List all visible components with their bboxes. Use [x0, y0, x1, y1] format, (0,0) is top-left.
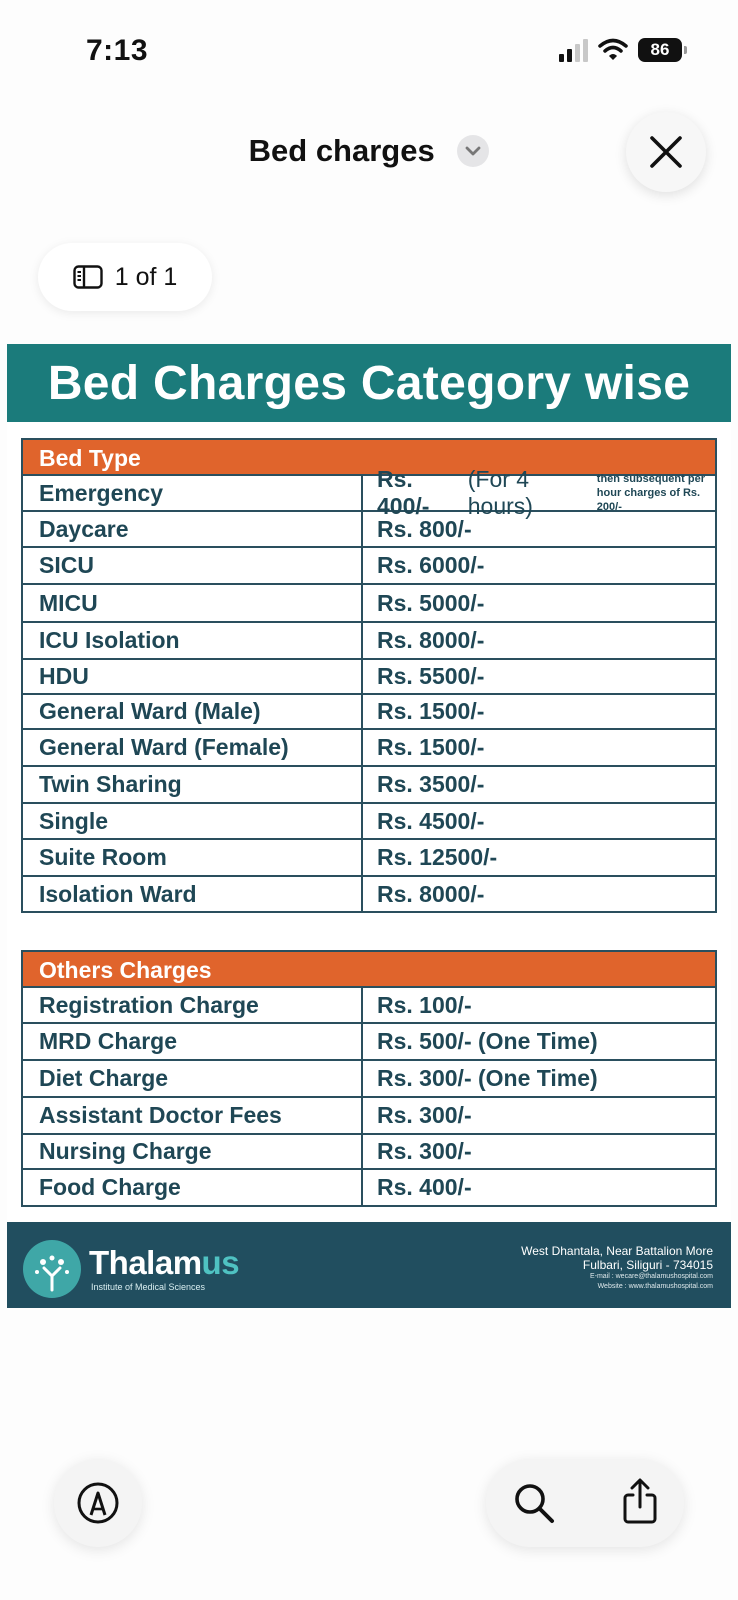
- markup-button[interactable]: [54, 1459, 142, 1547]
- bed-type: Twin Sharing: [23, 767, 363, 802]
- search-icon[interactable]: [512, 1481, 556, 1525]
- table-row: [23, 1135, 715, 1170]
- bed-charge: Rs. 12500/-: [377, 844, 498, 870]
- table-row: [23, 1024, 715, 1061]
- logo-icon: [23, 1240, 81, 1298]
- bed-type: ICU Isolation: [23, 623, 363, 658]
- table-header: Bed Type: [23, 440, 715, 476]
- bed-type: MICU: [23, 585, 363, 621]
- email-text: E-mail : wecare@thalamushospital.com: [589, 1273, 713, 1280]
- bed-charge: Rs. 5500/-: [377, 663, 485, 689]
- bed-charge-cell: [363, 466, 715, 519]
- document-title-text: Bed charges: [248, 132, 435, 168]
- charge-type: Diet Charge: [23, 1061, 363, 1096]
- close-button[interactable]: [626, 112, 706, 192]
- bed-charge: Rs. 8000/-: [377, 880, 485, 907]
- document-image: [7, 344, 731, 1310]
- charge-amount: Rs. 300/- (One Time): [377, 1065, 598, 1091]
- charge-amount: Rs. 100/-: [377, 991, 472, 1018]
- charge-amount: Rs. 500/- (One Time): [377, 1028, 598, 1054]
- charge-type: Registration Charge: [23, 988, 363, 1022]
- cellular-signal-icon: [559, 38, 588, 62]
- bed-type: Daycare: [23, 512, 363, 546]
- bed-type: Suite Room: [23, 840, 363, 875]
- table-row: [23, 1061, 715, 1098]
- brand-subtitle: Institute of Medical Sciences: [91, 1282, 206, 1292]
- sidebar-icon: [73, 265, 103, 289]
- bed-charge: Rs. 1500/-: [377, 698, 485, 724]
- close-icon: [648, 134, 684, 170]
- table-row: [23, 585, 715, 623]
- charge-type: Nursing Charge: [23, 1135, 363, 1168]
- bed-charge-small-note: then subsequent per hour charges of Rs. 200/-: [596, 473, 705, 513]
- wifi-icon: [598, 38, 628, 62]
- battery-icon: 86: [638, 38, 682, 62]
- bed-charge: Rs. 4500/-: [377, 807, 485, 834]
- status-time: 7:13: [86, 34, 149, 67]
- share-icon[interactable]: [620, 1477, 660, 1525]
- table-row: [23, 804, 715, 840]
- bed-charge: Rs. 5000/-: [377, 589, 485, 616]
- bed-charges-table: [21, 438, 717, 913]
- table-row: [23, 767, 715, 804]
- charge-amount: Rs. 300/-: [377, 1138, 472, 1164]
- bed-charge: Rs. 800/-: [377, 515, 472, 542]
- markup-icon: [76, 1481, 120, 1525]
- table-row: [23, 695, 715, 730]
- bed-type: General Ward (Female): [23, 730, 363, 765]
- table-row: [23, 623, 715, 660]
- bed-charge: Rs. 6000/-: [377, 552, 485, 578]
- brand-name-accent: us: [201, 1244, 240, 1281]
- charge-type: Food Charge: [23, 1170, 363, 1205]
- table-row: [23, 466, 715, 519]
- table-row: [23, 840, 715, 877]
- bed-type: Emergency: [23, 476, 363, 510]
- address-line1: West Dhantala, Near Battalion More: [521, 1244, 713, 1258]
- bed-type: Isolation Ward: [23, 877, 363, 911]
- table-row: [23, 877, 715, 911]
- brand-name-main: Thalam: [89, 1244, 202, 1281]
- table-row: [23, 512, 715, 548]
- toolbar-group: [486, 1459, 684, 1547]
- table-row: [23, 1098, 715, 1135]
- table-row: [23, 1170, 715, 1205]
- table-row: [23, 548, 715, 585]
- website-text: Website : www.thalamushospital.com: [597, 1283, 713, 1290]
- poster-title: Bed Charges Category wise: [7, 344, 731, 422]
- bed-charge: Rs. 400/-: [377, 466, 430, 519]
- table-header: Others Charges: [23, 952, 715, 988]
- page-indicator[interactable]: [38, 243, 212, 311]
- bed-charge-note: (For 4 hours): [467, 466, 533, 519]
- table-row: [23, 660, 715, 695]
- table-row: [23, 988, 715, 1024]
- charge-type: Assistant Doctor Fees: [23, 1098, 363, 1133]
- chevron-down-icon[interactable]: [457, 135, 489, 167]
- bed-type: HDU: [23, 660, 363, 693]
- bed-type: Single: [23, 804, 363, 838]
- bed-charge: Rs. 8000/-: [377, 627, 485, 653]
- bed-type: General Ward (Male): [23, 695, 363, 728]
- charge-type: MRD Charge: [23, 1024, 363, 1059]
- status-indicators: [559, 38, 682, 62]
- charge-amount: Rs. 400/-: [377, 1174, 472, 1200]
- page-indicator-label: 1 of 1: [114, 262, 178, 291]
- bed-type: SICU: [23, 548, 363, 583]
- bed-charge: Rs. 1500/-: [377, 734, 485, 760]
- address-line2: Fulbari, Siliguri - 734015: [582, 1258, 713, 1272]
- other-charges-table: [21, 950, 717, 1207]
- poster-footer: [7, 1222, 731, 1308]
- bed-charge: Rs. 3500/-: [377, 771, 485, 797]
- table-row: [23, 730, 715, 767]
- brand-name: [89, 1244, 239, 1282]
- address-block: [521, 1244, 713, 1292]
- charge-amount: Rs. 300/-: [377, 1102, 472, 1128]
